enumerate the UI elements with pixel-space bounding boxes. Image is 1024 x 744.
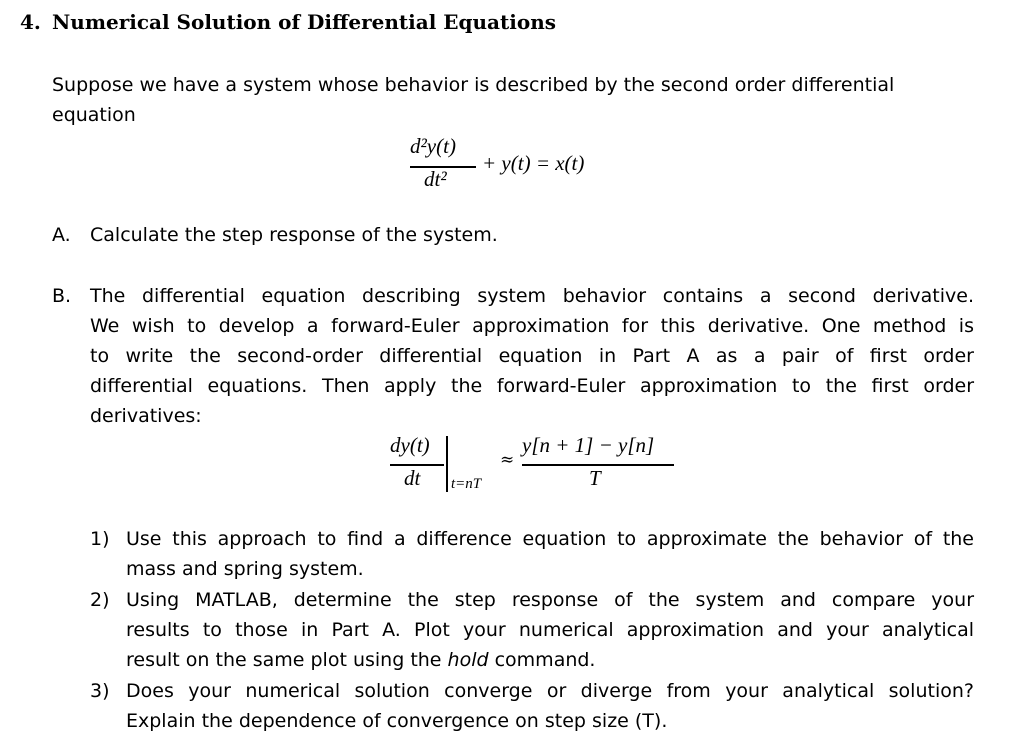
section-heading: [20, 10, 556, 34]
eq2-rhs-denominator: T: [589, 466, 601, 490]
part-b-label: B.: [52, 285, 72, 307]
sub-item-1-line-1: Use this approach to find a difference equation to approximate the behavior of the: [126, 528, 974, 550]
part-a-text: Calculate the step response of the system.: [90, 224, 498, 246]
sub-item-3-label: 3): [90, 680, 110, 702]
sub-item-3-line-2: Explain the dependence of convergence on step size (T).: [126, 710, 668, 732]
sub-item-2-text: [126, 585, 974, 675]
hold-keyword: hold: [447, 649, 489, 671]
part-b-line-4: differential equations. Then apply the forward-Euler approximation to the first order: [90, 375, 974, 397]
section-number: 4.: [20, 10, 41, 34]
part-b-line-2: We wish to develop a forward-Euler approximation for this derivative. One method is: [90, 315, 974, 337]
section-title: Numerical Solution of Differential Equations: [52, 10, 556, 34]
part-b-paragraph: [90, 281, 974, 431]
eq1-numerator: d²y(t): [410, 134, 456, 158]
eq2-evaluation-bar: [446, 436, 448, 492]
sub-item-1-line-2: mass and spring system.: [126, 558, 364, 580]
sub-item-2-label: 2): [90, 589, 110, 611]
eq1-denominator: dt²: [424, 167, 447, 191]
part-b-line-5: derivatives:: [90, 405, 202, 427]
eq2-rhs-numerator: y[n + 1] − y[n]: [522, 433, 655, 457]
intro-paragraph: [52, 70, 894, 130]
part-b-line-3: to write the second-order differential equation in Part A as a pair of first order: [90, 345, 974, 367]
sub-item-2-line-2: results to those in Part A. Plot your numerical approximation and your analytical: [126, 619, 974, 641]
eq2-eval-subscript: t=nT: [451, 476, 482, 492]
intro-line-2: equation: [52, 104, 136, 126]
eq2-lhs-denominator: dt: [404, 466, 421, 490]
eq1-rhs: + y(t) = x(t): [482, 151, 585, 175]
part-a-label: A.: [52, 224, 71, 246]
part-b-line-1: The differential equation describing system behavior contains a second derivative.: [90, 285, 974, 307]
intro-line-1: Suppose we have a system whose behavior is described by the second order differential: [52, 74, 895, 96]
sub-item-2-line-3: [126, 645, 974, 675]
eq2-lhs-numerator: dy(t): [390, 433, 430, 457]
sub-item-2-line-3-post: command.: [488, 649, 596, 671]
sub-item-3-text: [126, 676, 974, 736]
sub-item-1-text: [126, 524, 974, 584]
eq2-approx-symbol: ≈: [500, 450, 515, 470]
sub-item-3-line-1: Does your numerical solution converge or diverge from your analytical solution?: [126, 680, 974, 702]
sub-item-1-label: 1): [90, 528, 110, 550]
sub-item-2-line-3-pre: result on the same plot using the: [126, 649, 448, 671]
sub-item-2-line-1: Using MATLAB, determine the step response of the system and compare your: [126, 589, 974, 611]
